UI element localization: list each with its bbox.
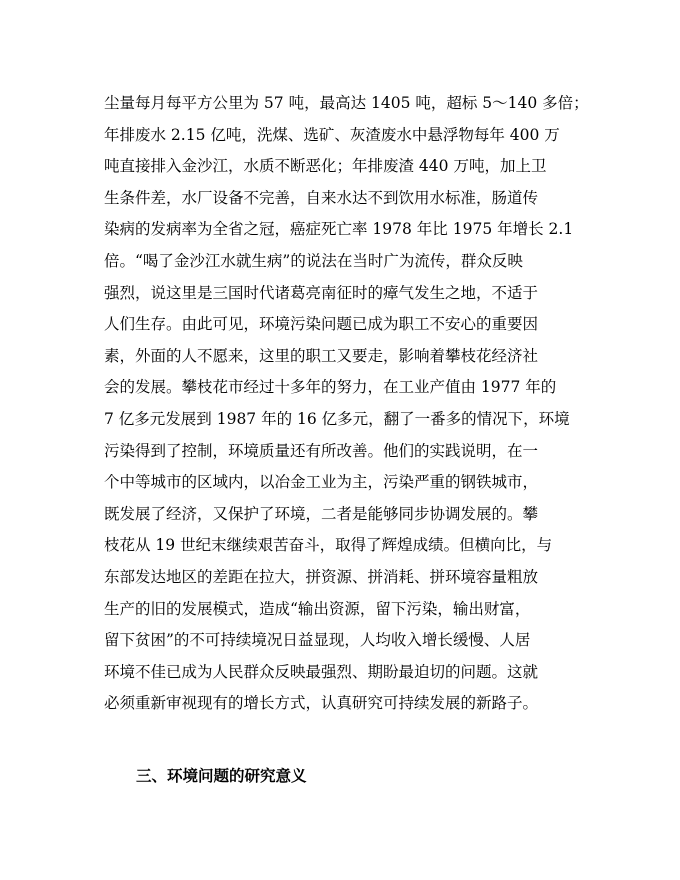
- paragraph-line-1: 尘量每月每平方公里为 57 吨，最高达 1405 吨，超标 5～140 多倍；: [104, 94, 589, 112]
- body-paragraph: [104, 88, 588, 720]
- paragraph-line-19: 环境不佳已成为人民群众反映最强烈、期盼最迫切的问题。这就: [104, 662, 539, 681]
- paragraph-line-6: 倍。“喝了金沙江水就生病”的说法在当时广为流传，群众反映: [104, 251, 523, 270]
- paragraph-line-9: 素，外面的人不愿来，这里的职工又要走，影响着攀枝花经济社: [104, 346, 539, 365]
- paragraph-line-15: 枝花从 19 世纪末继续艰苦奋斗，取得了辉煌成绩。但横向比，与: [104, 536, 553, 555]
- paragraph-line-13: 个中等城市的区域内，以冶金工业为主，污染严重的钢铁城市，: [104, 473, 539, 492]
- paragraph-line-12: 污染得到了控制，环境质量还有所改善。他们的实践说明，在一: [104, 441, 539, 460]
- paragraph-line-4: 生条件差，水厂设备不完善，自来水达不到饮用水标准，肠道传: [104, 188, 539, 207]
- paragraph-line-2: 年排废水 2.15 亿吨，洗煤、选矿、灰渣废水中悬浮物每年 400 万: [104, 125, 560, 144]
- paragraph-line-7: 强烈，说这里是三国时代诸葛亮南征时的瘴气发生之地，不适于: [104, 283, 539, 302]
- paragraph-line-5: 染病的发病率为全省之冠，癌症死亡率 1978 年比 1975 年增长 2.1: [104, 220, 574, 239]
- paragraph-line-8: 人们生存。由此可见，环境污染问题已成为职工不安心的重要因: [104, 315, 539, 334]
- section-heading: 三、环境问题的研究意义: [136, 767, 307, 785]
- paragraph-line-11: 7 亿多元发展到 1987 年的 16 亿多元，翻了一番多的情况下，环境: [104, 409, 570, 428]
- paragraph-line-14: 既发展了经济，又保护了环境，二者是能够同步协调发展的。攀: [104, 504, 539, 523]
- paragraph-line-3: 吨直接排入金沙江，水质不断恶化；年排废渣 440 万吨，加上卫: [104, 157, 547, 176]
- paragraph-line-17: 生产的旧的发展模式，造成“输出资源，留下污染，输出财富，: [104, 599, 531, 618]
- paragraph-line-18: 留下贫困”的不可持续境况日益显现，人均收入增长缓慢、人居: [104, 631, 531, 650]
- paragraph-line-20: 必须重新审视现有的增长方式，认真研究可持续发展的新路子。: [104, 694, 539, 713]
- paragraph-line-16: 东部发达地区的差距在拉大，拼资源、拼消耗、拼环境容量粗放: [104, 567, 539, 586]
- paragraph-line-10: 会的发展。攀枝花市经过十多年的努力，在工业产值由 1977 年的: [104, 378, 557, 397]
